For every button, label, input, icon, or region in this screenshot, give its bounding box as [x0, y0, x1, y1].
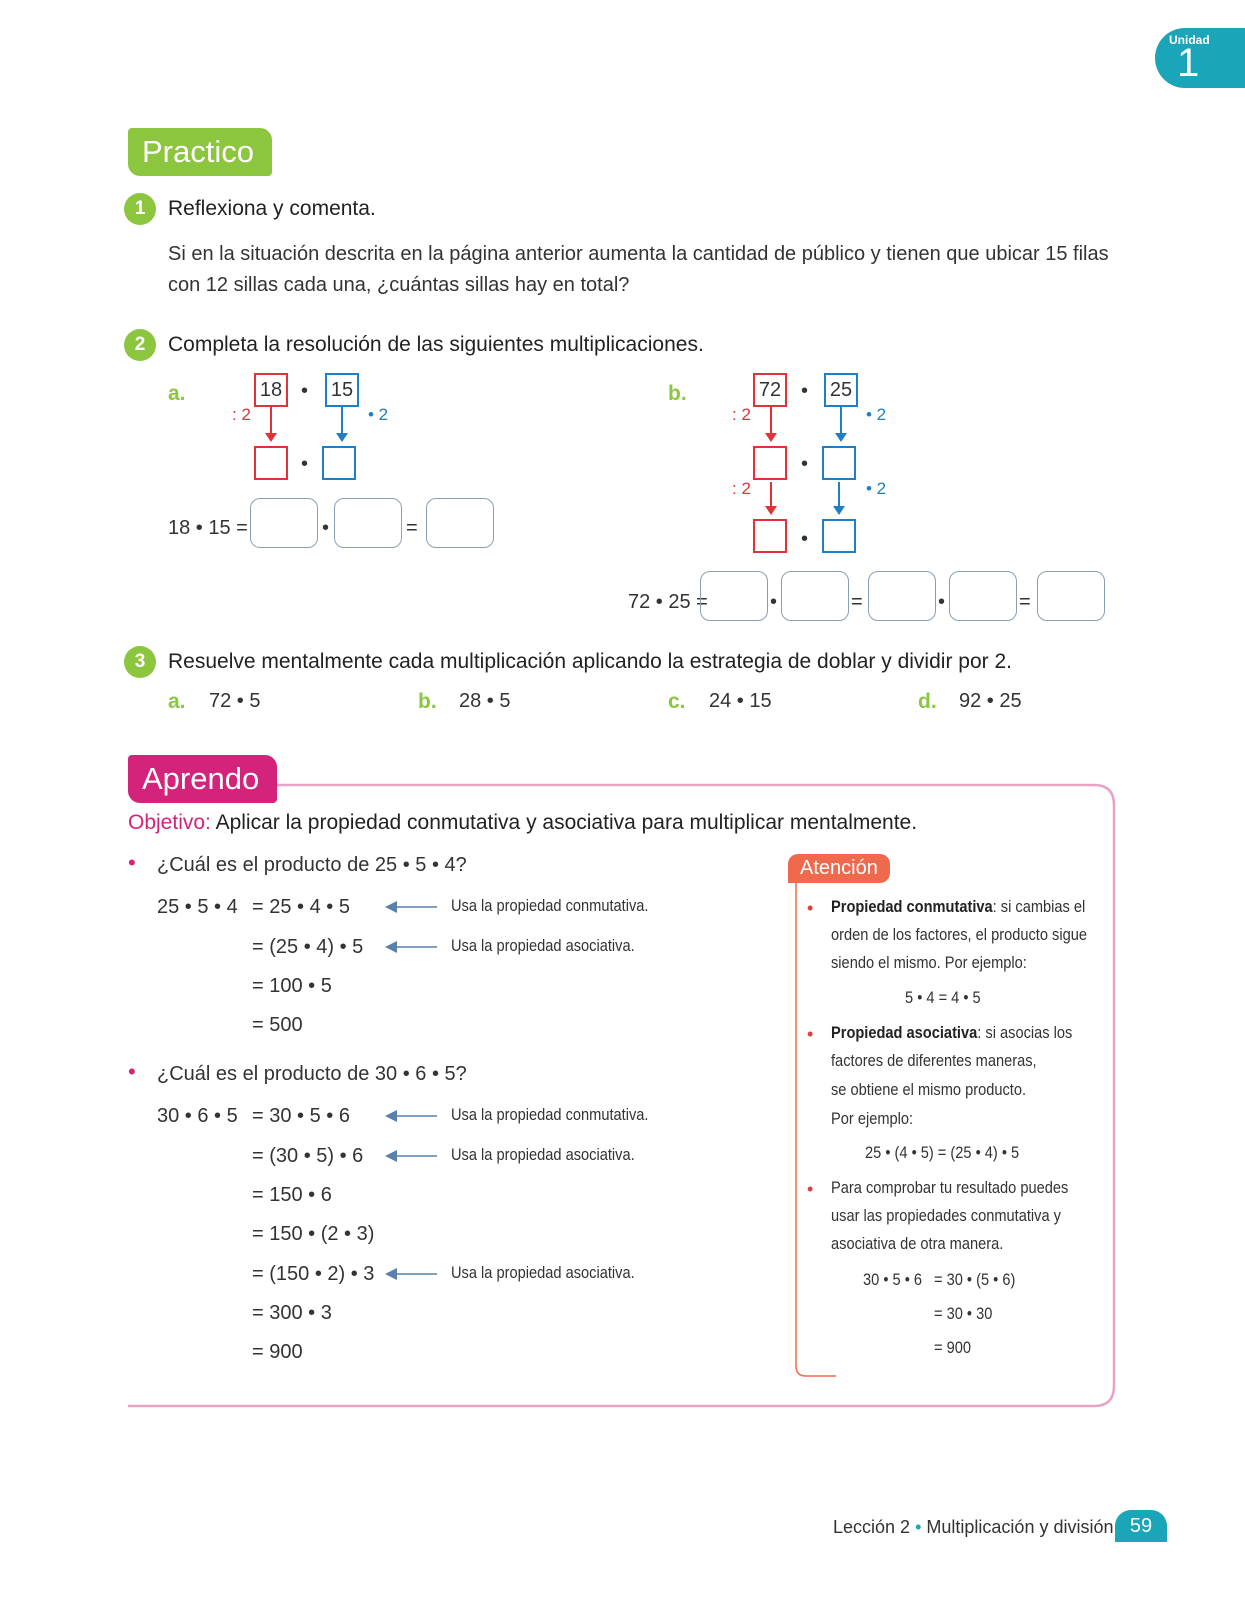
example-1-step-4: = 500 — [252, 1014, 303, 1036]
example-2-question: ¿Cuál es el producto de 30 • 6 • 5? — [157, 1063, 467, 1085]
q2a-factor1: 18 — [254, 373, 288, 407]
atencion-p1-line2: orden de los factores, el producto sigue — [831, 925, 1088, 944]
q2a-result-dot: • — [322, 517, 330, 539]
unit-number: 1 — [1177, 41, 1200, 85]
example-2-arrow-3 — [385, 1267, 440, 1281]
example-1-note-2: Usa la propiedad asociativa. — [451, 936, 635, 955]
objetivo-label: Objetivo: — [128, 811, 211, 834]
q3-item-d-letter: d. — [918, 690, 937, 713]
example-2-arrow-1 — [385, 1109, 440, 1123]
atencion-p2-line2: factores de diferentes maneras, — [831, 1051, 1037, 1070]
example-2-note-3: Usa la propiedad asociativa. — [451, 1263, 635, 1282]
question-1-badge: 1 — [124, 193, 156, 225]
atencion-p2-line4: Por ejemplo: — [831, 1109, 914, 1128]
example-2-note-1: Usa la propiedad conmutativa. — [451, 1105, 649, 1124]
example-2-step-6: = 300 • 3 — [252, 1302, 332, 1324]
footer-lesson: Lección 2 — [833, 1517, 911, 1537]
q2b-dot-top: • — [801, 380, 809, 402]
question-2-title: Completa la resolución de las siguientes multiplicaciones. — [168, 333, 704, 356]
q2b-factor2: 25 — [824, 373, 858, 407]
atencion-bullet-3: • — [807, 1179, 814, 1199]
q2a-result-equals: = — [406, 517, 418, 539]
atencion-p2-line1 — [831, 1019, 1072, 1047]
footer-lesson-line — [833, 1517, 1113, 1538]
question-1-text-line1: Si en la situación descrita en la página anterior aumenta la cantidad de público y tienen que ubicar 15 filas — [168, 243, 1109, 265]
q2a-divide-label: : 2 — [232, 405, 251, 424]
footer-separator: • — [915, 1517, 922, 1537]
example-2-step-5: = (150 • 2) • 3 — [252, 1263, 375, 1285]
q3-item-b-letter: b. — [418, 690, 437, 713]
example-2-note-2: Usa la propiedad asociativa. — [451, 1145, 635, 1164]
q2b-result-dot-1: • — [770, 591, 778, 613]
atencion-p1-line3: siendo el mismo. Por ejemplo: — [831, 953, 1027, 972]
q2a-expression: 18 • 15 = — [168, 517, 248, 539]
practico-tag: Practico — [128, 128, 272, 176]
atencion-p1-text-1: : si cambias el — [992, 897, 1086, 916]
example-1-step-3: = 100 • 5 — [252, 975, 332, 997]
example-1-note-1: Usa la propiedad conmutativa. — [451, 896, 649, 915]
question-2-badge: 2 — [124, 329, 156, 361]
atencion-p3-start: 30 • 5 • 6 — [863, 1270, 923, 1289]
question-3-badge: 3 — [124, 646, 156, 678]
atencion-p3-line1: Para comprobar tu resultado puedes — [831, 1178, 1069, 1197]
example-1-step-1: = 25 • 4 • 5 — [252, 896, 350, 918]
q2b-result-equals-2: = — [1019, 591, 1031, 613]
example-2-start: 30 • 6 • 5 — [157, 1105, 238, 1127]
example-2-step-1: = 30 • 5 • 6 — [252, 1105, 350, 1127]
atencion-p3-step-3: = 900 — [934, 1338, 971, 1357]
q2b-result-equals-1: = — [851, 591, 863, 613]
question-1-text-line2: con 12 sillas cada una, ¿cuántas sillas hay en total? — [168, 274, 630, 296]
example-2-step-7: = 900 — [252, 1341, 303, 1363]
q3-item-a-letter: a. — [168, 690, 186, 713]
atencion-p2-bold: Propiedad asociativa — [831, 1023, 978, 1042]
question-3-title: Resuelve mentalmente cada multiplicación aplicando la estrategia de doblar y dividir por 2. — [168, 650, 1012, 673]
example-1-step-2: = (25 • 4) • 5 — [252, 936, 364, 958]
atencion-p1-line1 — [831, 893, 1085, 921]
example-1-bullet: • — [128, 850, 136, 875]
q2b-result-dot-2: • — [938, 591, 946, 613]
q2b-dot-bottom: • — [801, 528, 809, 550]
example-1-question: ¿Cuál es el producto de 25 • 5 • 4? — [157, 854, 467, 876]
atencion-p1-example: 5 • 4 = 4 • 5 — [905, 988, 981, 1007]
atencion-p2-example: 25 • (4 • 5) = (25 • 4) • 5 — [865, 1143, 1020, 1162]
unit-label: Unidad — [1169, 33, 1210, 47]
q2b-expression: 72 • 25 = — [628, 591, 708, 613]
q2a-factor2: 15 — [325, 373, 359, 407]
q3-item-a-expr: 72 • 5 — [209, 690, 261, 712]
q2a-multiply-label: • 2 — [368, 405, 389, 424]
q2a-dot-mid: • — [301, 453, 309, 475]
q3-item-c-letter: c. — [668, 690, 686, 713]
question-1-title: Reflexiona y comenta. — [168, 197, 376, 220]
atencion-tag: Atención — [788, 854, 890, 883]
example-1-arrow-2 — [385, 940, 440, 954]
atencion-p2-line3: se obtiene el mismo producto. — [831, 1080, 1027, 1099]
q2a-letter: a. — [168, 382, 186, 405]
example-2-bullet: • — [128, 1059, 136, 1084]
atencion-bullet-2: • — [807, 1024, 814, 1044]
atencion-p2-text-1: : si asocias los — [977, 1023, 1073, 1042]
example-1-start: 25 • 5 • 4 — [157, 896, 238, 918]
atencion-bullet-1: • — [807, 898, 814, 918]
example-2-step-4: = 150 • (2 • 3) — [252, 1223, 375, 1245]
q2b-multiply-label-1: • 2 — [866, 405, 887, 424]
example-2-step-2: = (30 • 5) • 6 — [252, 1145, 364, 1167]
example-1-arrow-1 — [385, 900, 440, 914]
q2a-dot-top: • — [301, 380, 309, 402]
objetivo-line — [128, 811, 917, 835]
aprendo-tag: Aprendo — [128, 755, 277, 803]
q2b-multiply-label-2: • 2 — [866, 479, 887, 498]
q3-item-b-expr: 28 • 5 — [459, 690, 511, 712]
example-2-arrow-2 — [385, 1149, 440, 1163]
footer-topic: Multiplicación y división — [926, 1517, 1114, 1537]
page-number: 59 — [1115, 1510, 1167, 1542]
atencion-p3-step-2: = 30 • 30 — [934, 1304, 993, 1323]
q2b-dot-mid: • — [801, 453, 809, 475]
q2b-divide-label-1: : 2 — [732, 405, 751, 424]
example-2-step-3: = 150 • 6 — [252, 1184, 332, 1206]
q2b-divide-label-2: : 2 — [732, 479, 751, 498]
q3-item-d-expr: 92 • 25 — [959, 690, 1022, 712]
q2b-letter: b. — [668, 382, 687, 405]
q3-item-c-expr: 24 • 15 — [709, 690, 772, 712]
atencion-p3-line2: usar las propiedades conmutativa y — [831, 1206, 1061, 1225]
q2b-factor1: 72 — [753, 373, 787, 407]
objetivo-text: Aplicar la propiedad conmutativa y asociativa para multiplicar mentalmente. — [215, 811, 918, 834]
atencion-p3-step-1: = 30 • (5 • 6) — [934, 1270, 1016, 1289]
atencion-p1-bold: Propiedad conmutativa — [831, 897, 993, 916]
atencion-p3-line3: asociativa de otra manera. — [831, 1234, 1004, 1253]
